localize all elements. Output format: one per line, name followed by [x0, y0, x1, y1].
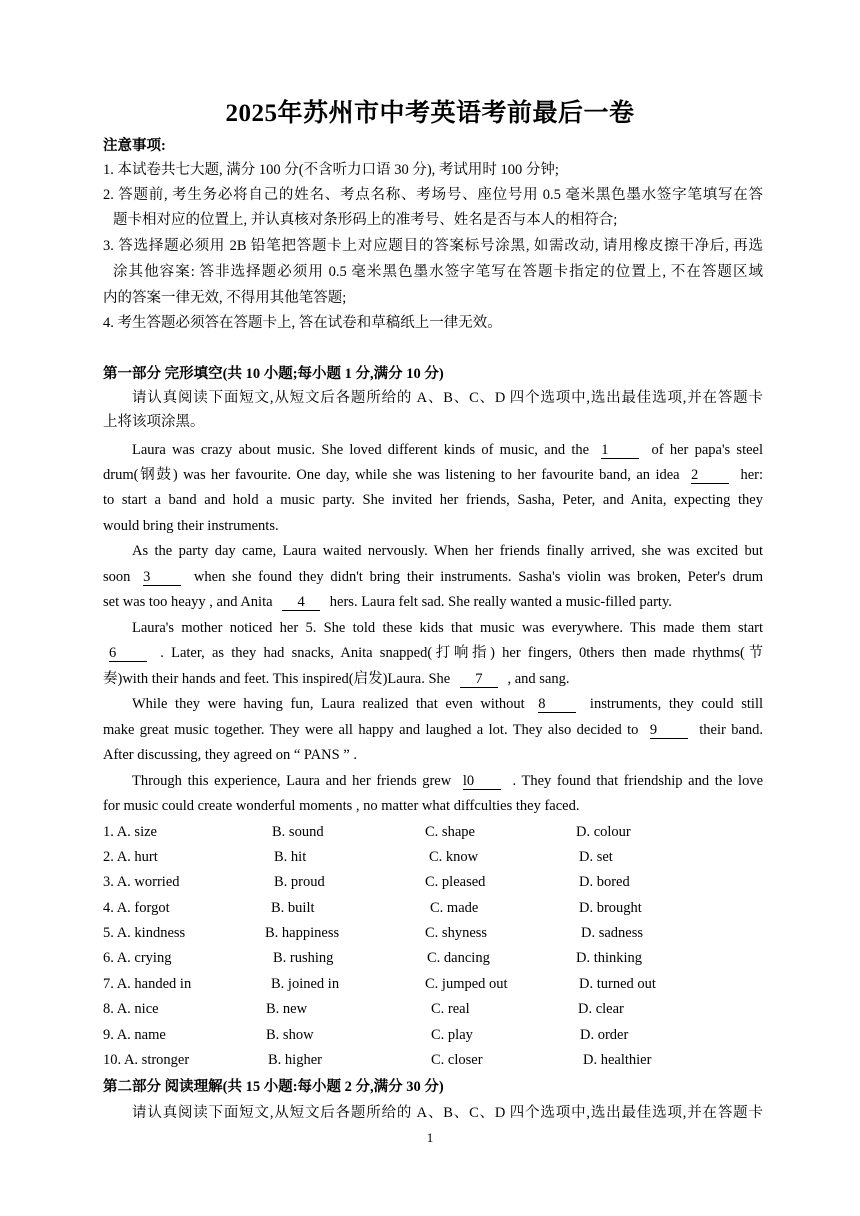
- option-d[interactable]: D. healthier: [583, 1052, 652, 1068]
- passage-line: for music could create wonderful moments , no matter what diffculties they faced.: [103, 798, 580, 814]
- passage-line: [103, 769, 763, 793]
- notice-item-3-line-3: 内的答案一律无效, 不得用其他笔答题;: [103, 290, 347, 306]
- passage-text: her:: [740, 467, 763, 483]
- option-b[interactable]: B. new: [266, 1001, 308, 1017]
- option-d[interactable]: D. clear: [578, 1001, 624, 1017]
- notice-item-3-line-2: 涂其他容案: 答非选择题必须用 0.5 毫米黑色墨水签字笔写在答题卡指定的位置上, 不在答题区域: [113, 264, 763, 280]
- blank-2[interactable]: 2: [691, 467, 729, 484]
- page-title: 2025年苏州市中考英语考前最后一卷: [225, 100, 635, 127]
- passage-line: [103, 463, 763, 487]
- part2-heading: 第二部分 阅读理解(共 15 小题:每小题 2 分,满分 30 分): [103, 1079, 444, 1095]
- passage-text: hers. Laura felt sad. She really wanted a music-filled party.: [329, 594, 672, 610]
- blank-8[interactable]: 8: [538, 696, 576, 713]
- option-a[interactable]: 7. A. handed in: [103, 976, 192, 992]
- notice-heading: 注意事项:: [103, 138, 166, 154]
- option-d[interactable]: D. bored: [579, 874, 630, 890]
- blank-10[interactable]: l0: [463, 773, 501, 790]
- question-options-row: [103, 921, 763, 945]
- passage-text: when she found they didn't bring their instruments. Sasha's violin was broken, Peter's drum: [193, 569, 764, 585]
- option-b[interactable]: B. built: [271, 900, 315, 916]
- option-a[interactable]: 3. A. worried: [103, 874, 180, 890]
- notice-item-1: 1. 本试卷共七大题, 满分 100 分(不含听力口语 30 分), 考试用时 100 分钟;: [103, 162, 559, 178]
- passage-line: to start a band and hold a music party. She invited her friends, Sasha, Peter, and Anita, expecting they: [103, 492, 763, 508]
- option-a[interactable]: 2. A. hurt: [103, 849, 158, 865]
- option-d[interactable]: D. thinking: [576, 950, 643, 966]
- blank-3[interactable]: 3: [143, 569, 181, 586]
- passage-text: While they were having fun, Laura realized that even without: [132, 696, 525, 712]
- passage-line: As the party day came, Laura waited nervously. When her friends finally arrived, she was excited but: [132, 543, 763, 559]
- question-options-row: [103, 896, 763, 920]
- option-b[interactable]: B. happiness: [265, 925, 340, 941]
- passage-text: Through this experience, Laura and her friends grew: [132, 773, 452, 789]
- blank-6[interactable]: 6: [109, 645, 147, 662]
- option-d[interactable]: D. colour: [576, 824, 631, 840]
- passage-text: , and sang.: [507, 671, 570, 687]
- option-b[interactable]: B. show: [266, 1027, 314, 1043]
- question-options-row: [103, 946, 763, 970]
- option-b[interactable]: B. joined in: [271, 976, 340, 992]
- passage-text: of her papa's steel: [651, 442, 764, 458]
- passage-text: Laura was crazy about music. She loved different kinds of music, and the: [132, 442, 590, 458]
- passage-line: [103, 590, 763, 614]
- option-d[interactable]: D. set: [579, 849, 613, 865]
- passage-line: After discussing, they agreed on “ PANS ” .: [103, 747, 357, 763]
- notice-item-3-line-1: 3. 答选择题必须用 2B 铅笔把答题卡上对应题目的答案标号涂黑, 如需改动, 请用橡皮擦干净后, 再选: [103, 238, 763, 254]
- option-b[interactable]: B. rushing: [273, 950, 334, 966]
- passage-text: their band.: [699, 722, 764, 738]
- blank-7[interactable]: 7: [460, 671, 498, 688]
- option-a[interactable]: 6. A. crying: [103, 950, 172, 966]
- passage-text: . Later, as they had snacks, Anita snapped(打响指) her fingers, 0thers then made rhythms(节: [160, 645, 763, 661]
- passage-text: make great music together. They were all happy and laughed a lot. They also decided to: [103, 722, 639, 738]
- question-options-row: [103, 820, 763, 844]
- option-a[interactable]: 5. A. kindness: [103, 925, 186, 941]
- blank-1[interactable]: 1: [601, 442, 639, 459]
- question-options-row: [103, 972, 763, 996]
- option-d[interactable]: D. brought: [579, 900, 642, 916]
- passage-text: soon: [103, 569, 131, 585]
- notice-item-2-line-1: 2. 答题前, 考生务必将自己的姓名、考点名称、考场号、座位号用 0.5 毫米黑色墨水签字笔填写在答: [103, 187, 763, 203]
- option-a[interactable]: 9. A. name: [103, 1027, 166, 1043]
- option-b[interactable]: B. hit: [274, 849, 307, 865]
- option-c[interactable]: C. closer: [431, 1052, 483, 1068]
- option-c[interactable]: C. real: [431, 1001, 470, 1017]
- option-b[interactable]: B. higher: [268, 1052, 322, 1068]
- passage-line: [103, 692, 763, 716]
- option-a[interactable]: 8. A. nice: [103, 1001, 159, 1017]
- part1-instruction-line-1: 请认真阅读下面短文,从短文后各题所给的 A、B、C、D 四个选项中,选出最佳选项,并在答题卡: [132, 390, 763, 406]
- option-d[interactable]: D. order: [580, 1027, 629, 1043]
- option-c[interactable]: C. shape: [425, 824, 475, 840]
- passage-text: 奏)with their hands and feet. This inspired(启发)Laura. She: [103, 671, 451, 687]
- blank-4[interactable]: 4: [282, 594, 320, 611]
- part1-heading: 第一部分 完形填空(共 10 小题;每小题 1 分,满分 10 分): [103, 366, 444, 382]
- option-c[interactable]: C. made: [430, 900, 479, 916]
- passage-text: set was too heayy , and Anita: [103, 594, 273, 610]
- option-c[interactable]: C. play: [431, 1027, 473, 1043]
- passage-line: [103, 718, 763, 742]
- option-c[interactable]: C. dancing: [427, 950, 490, 966]
- question-options-row: [103, 845, 763, 869]
- passage-line: [103, 438, 763, 462]
- passage-text: drum(钢鼓) was her favourite. One day, while she was listening to her favourite band, an idea: [103, 467, 680, 483]
- passage-line: [103, 667, 763, 691]
- option-c[interactable]: C. shyness: [425, 925, 488, 941]
- option-c[interactable]: C. know: [429, 849, 479, 865]
- passage-text: instruments, they could still: [589, 696, 764, 712]
- option-a[interactable]: 1. A. size: [103, 824, 157, 840]
- option-c[interactable]: C. jumped out: [425, 976, 508, 992]
- passage-line: Laura's mother noticed her 5. She told these kids that music was everywhere. This made them start: [132, 620, 763, 636]
- option-b[interactable]: B. proud: [274, 874, 325, 890]
- option-c[interactable]: C. pleased: [425, 874, 486, 890]
- question-options-row: [103, 1048, 763, 1072]
- passage-line: [103, 641, 763, 665]
- question-options-row: [103, 1023, 763, 1047]
- question-options-row: [103, 997, 763, 1021]
- part1-instruction-line-2: 上将该项涂黑。: [103, 414, 205, 430]
- question-options-row: [103, 870, 763, 894]
- page-number: 1: [426, 1130, 434, 1145]
- part2-instruction-line-1: 请认真阅读下面短文,从短文后各题所给的 A、B、C、D 四个选项中,选出最佳选项,并在答题卡: [132, 1105, 763, 1121]
- option-a[interactable]: 4. A. forgot: [103, 900, 170, 916]
- option-b[interactable]: B. sound: [272, 824, 324, 840]
- notice-item-2-line-2: 题卡相对应的位置上, 并认真核对条形码上的准考号、姓名是否与本人的相符合;: [113, 212, 618, 228]
- passage-line: [103, 565, 763, 589]
- blank-9[interactable]: 9: [650, 722, 688, 739]
- notice-item-4: 4. 考生答题必须答在答题卡上, 答在试卷和草稿纸上一律无效。: [103, 315, 502, 331]
- passage-text: . They found that friendship and the love: [512, 773, 764, 789]
- option-d[interactable]: D. turned out: [579, 976, 656, 992]
- passage-line: would bring their instruments.: [103, 518, 279, 534]
- option-d[interactable]: D. sadness: [581, 925, 644, 941]
- option-a[interactable]: 10. A. stronger: [103, 1052, 190, 1068]
